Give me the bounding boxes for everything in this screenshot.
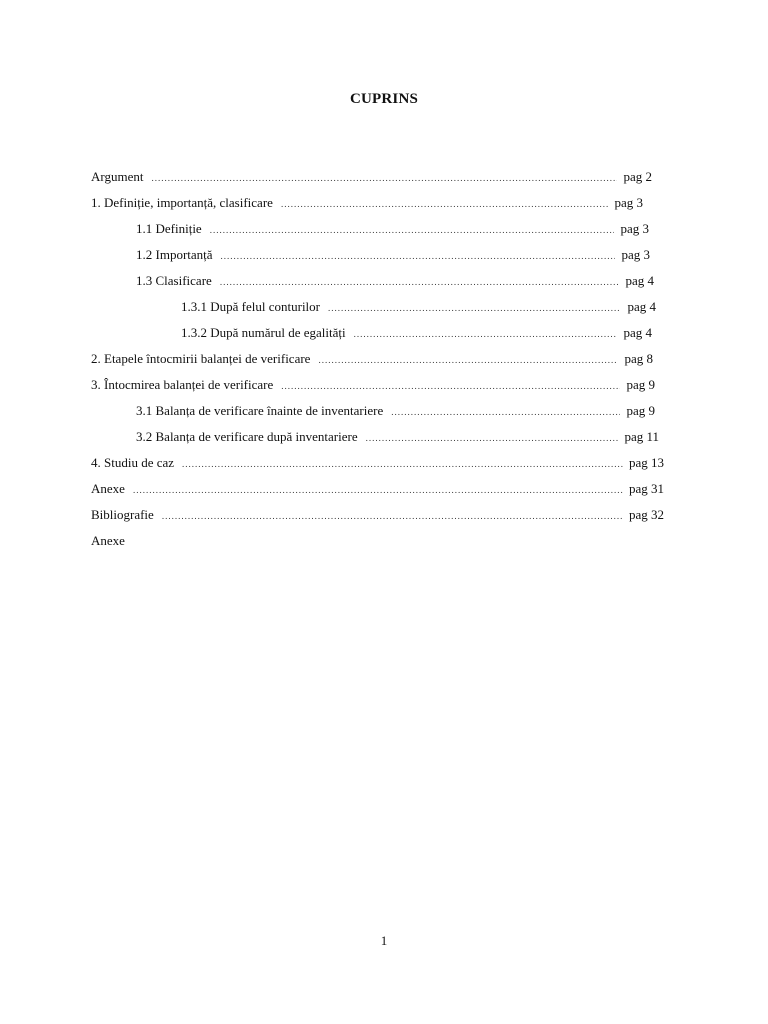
toc-entry-label: 1.1 Definiție (136, 221, 202, 236)
toc-entry (91, 169, 652, 187)
toc-entry (91, 507, 664, 525)
toc-entry (91, 455, 664, 473)
toc-entry-page: pag 31 (628, 481, 664, 496)
toc-leader-dots (281, 199, 609, 209)
toc-entry-label: 3.2 Balanța de verificare după inventariere (136, 429, 358, 444)
toc-entry-page: pag 4 (627, 299, 656, 314)
toc-leader-dots (281, 381, 620, 391)
toc-entry (91, 377, 655, 395)
toc-entry-label: 1.3 Clasificare (136, 273, 212, 288)
toc-entry (136, 403, 655, 421)
toc-leader-dots (328, 303, 621, 313)
toc-entry-label: 1.3.1 După felul conturilor (181, 299, 320, 314)
toc-entry-page: pag 3 (614, 195, 643, 210)
page-number: 1 (380, 933, 388, 948)
toc-leader-dots (391, 407, 620, 417)
toc-leader-dots (220, 277, 620, 287)
toc-entry (136, 429, 659, 447)
toc-entry-page: pag 11 (624, 429, 659, 444)
toc-leader-dots (221, 251, 616, 261)
toc-entry-page: pag 9 (626, 403, 655, 418)
toc-entry-label: 2. Etapele întocmirii balanței de verificare (91, 351, 311, 366)
toc-leader-dots (151, 173, 617, 183)
toc-entry-label: 3.1 Balanța de verificare înainte de inventariere (136, 403, 384, 418)
toc-entry (91, 533, 125, 551)
toc-entry (136, 247, 650, 265)
toc-leader-dots (318, 355, 618, 365)
toc-leader-dots (366, 433, 619, 443)
toc-leader-dots (182, 459, 623, 469)
toc-entry-page: pag 32 (628, 507, 664, 522)
toc-entry (136, 273, 654, 291)
toc-entry-label: Bibliografie (91, 507, 154, 522)
toc-entry (181, 325, 652, 343)
toc-entry (91, 481, 664, 499)
toc-entry-label: Argument (91, 169, 144, 184)
toc-entry-page: pag 9 (626, 377, 655, 392)
toc-entry (181, 299, 656, 317)
toc-entry-page: pag 8 (624, 351, 653, 366)
toc-entry (136, 221, 649, 239)
toc-entry-label: Anexe (91, 533, 125, 548)
toc-entry-label: 3. Întocmirea balanței de verificare (91, 377, 274, 392)
toc-entry-label: Anexe (91, 481, 125, 496)
toc-entry (91, 195, 643, 213)
toc-leader-dots (162, 511, 623, 521)
toc-entry-label: 1.2 Importanță (136, 247, 213, 262)
toc-entry-page: pag 4 (625, 273, 654, 288)
toc-leader-dots (210, 225, 615, 235)
toc-entry-page: pag 3 (621, 247, 650, 262)
toc-entry (91, 351, 653, 369)
toc-entry-label: 1. Definiție, importanță, clasificare (91, 195, 273, 210)
toc-entry-label: 4. Studiu de caz (91, 455, 175, 470)
toc-entry-page: pag 13 (628, 455, 664, 470)
toc-entry-page: pag 4 (623, 325, 652, 340)
toc-entry-page: pag 2 (623, 169, 652, 184)
toc-title: CUPRINS (349, 91, 419, 107)
toc-leader-dots (354, 329, 618, 339)
toc-leader-dots (133, 485, 623, 495)
toc-entry-page: pag 3 (620, 221, 649, 236)
toc-entry-label: 1.3.2 După numărul de egalități (181, 325, 346, 340)
